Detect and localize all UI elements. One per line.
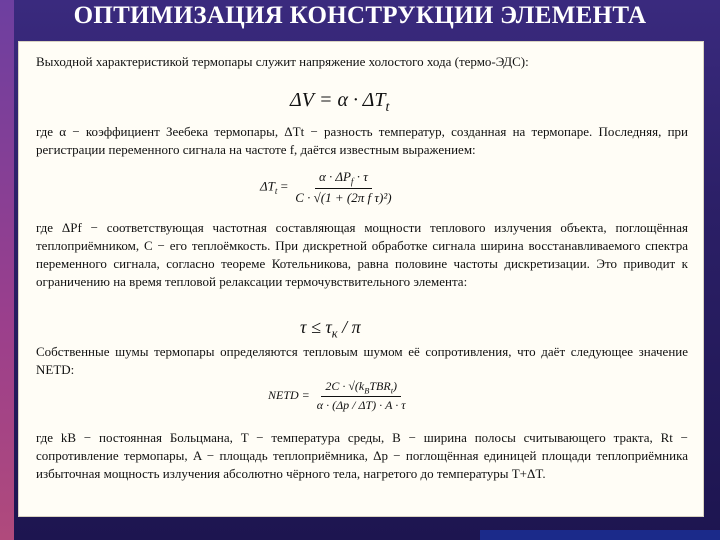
formula-4-num-sub1: B <box>364 386 370 396</box>
formula-thermo-emf <box>290 89 389 116</box>
paragraph-1: Выходной характеристикой термопары служит напряжение холостого хода (термо-ЭДС): <box>36 54 529 69</box>
formula-temperature-difference <box>260 169 396 206</box>
formula-4-num-mid: TBR <box>369 379 391 393</box>
paragraph-3: где ΔPf − соответствующая частотная составляющая мощности теплового излучения объекта, поглощённая теплоприёмником, C − его теплоёмкость. При дискретной обработке сигнала ширина восстанавливаемого спектра переменного сигнала, согласно теореме Котельникова, равна половине частоты дискретизации. Это приводит к ограничению на время тепловой релаксации термочувствительного элемента: <box>36 220 688 289</box>
formula-1-lhs: ΔV <box>290 89 314 111</box>
formula-4-numerator <box>321 379 401 397</box>
formula-2-fraction <box>291 169 395 206</box>
formula-3-tail: / π <box>337 317 361 337</box>
slide-title: ОПТИМИЗАЦИЯ КОНСТРУКЦИИ ЭЛЕМЕНТА <box>73 2 647 29</box>
formula-4-num-end: ) <box>393 379 398 393</box>
left-accent-stripe <box>0 0 14 540</box>
formula-2-lhs: ΔT <box>260 178 275 194</box>
formula-4-fraction <box>313 379 410 413</box>
paragraph-5: где kB − постоянная Больцмана, T − температура среды, B − ширина полосы считывающего тракта, Rt − сопротивление термопары, A − площадь теплоприёмника, Δp − поглощённая единицей площади теплоприёмника избыточная мощность излучения абсолютно чёрного тела, нагретого до температуры T+ΔT. <box>36 430 688 481</box>
formula-2-num-text: α · ΔP <box>318 169 351 184</box>
formula-1-sub: t <box>385 100 390 115</box>
formula-3-sub: к <box>331 326 338 341</box>
formula-1-rhs: = α · ΔT <box>318 89 386 111</box>
formula-2-equals: = <box>280 178 288 194</box>
formula-3-text: τ ≤ τ <box>300 317 332 337</box>
formula-4-num-sub2: t <box>390 386 394 396</box>
bottom-accent-bar <box>480 530 720 540</box>
formula-2-denominator: C · √(1 + (2π f τ)²) <box>295 189 392 205</box>
formula-relaxation-time <box>300 317 361 342</box>
formula-netd <box>268 379 410 413</box>
paragraph-2: где α − коэффициент Зеебека термопары, ΔTt − разность температур, созданная на термопаре. Последняя, при регистрации переменного сигнала на частоте f, даётся известным выражением: <box>36 124 688 157</box>
formula-2-num-tail: · τ <box>353 169 368 184</box>
formula-4-lhs: NETD = <box>268 387 310 402</box>
formula-4-num-a: 2C · √(k <box>325 379 365 393</box>
formula-2-num-sub: f <box>350 176 354 187</box>
formula-2-lhs-sub: t <box>274 185 278 196</box>
formula-2-numerator <box>315 169 372 189</box>
paragraph-4: Собственные шумы термопары определяются тепловым шумом её сопротивления, что даёт следующее значение NETD: <box>36 344 688 377</box>
formula-4-denominator: α · (Δp / ΔT) · A · τ <box>316 398 406 413</box>
content-panel <box>18 41 704 517</box>
